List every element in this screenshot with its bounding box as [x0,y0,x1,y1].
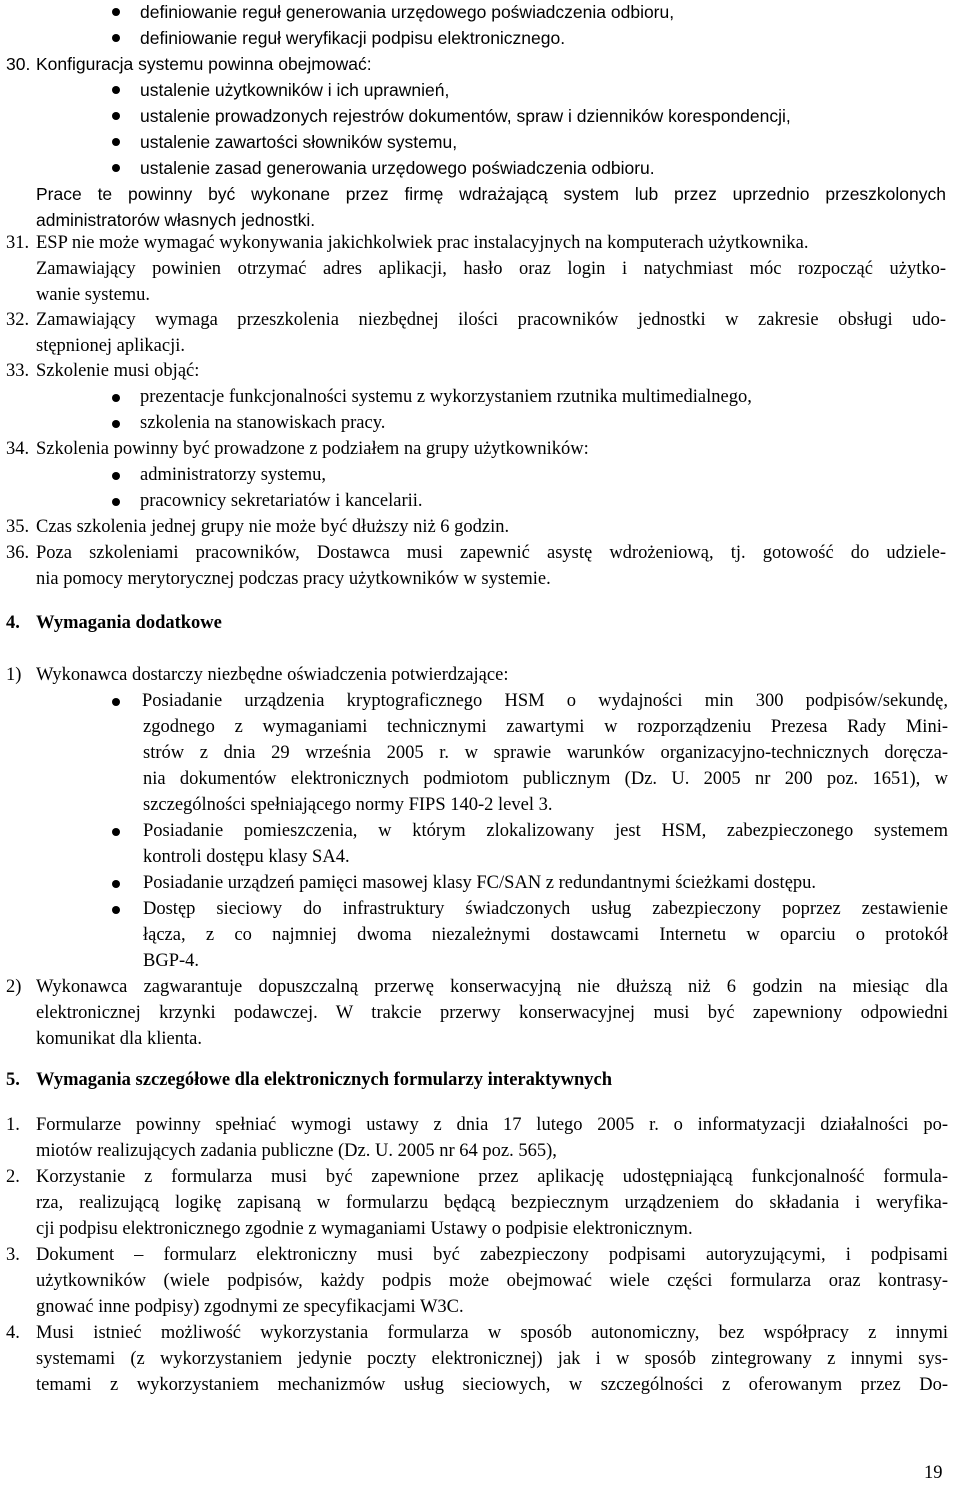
bullet [112,34,120,42]
paragraph-line [36,256,946,282]
justified-text: Zamawiający wymaga przeszkolenia niezbędnej ilości pracowników jednostki w zakresie obsługi udo- [36,310,946,330]
paragraph-line [36,1190,948,1216]
paragraph-line [36,1000,948,1026]
item-number: 34. [6,439,30,459]
justified-text: Korzystanie z formularza musi być zapewnione przez aplikację udostępniającą funkcjonalność formula- [36,1167,948,1187]
section-number: 5. [6,1070,20,1090]
justified-text: użytkowników (wiele podpisów, każdy podpis może obejmować wiele części formularza oraz kontrasy- [36,1271,948,1291]
list-item: ustalenie zawartości słowników systemu, [140,132,458,152]
item-number: 1) [6,665,22,685]
paragraph-line [36,540,946,566]
justified-text: Dostęp sieciowy do infrastruktury świadczonych usług zabezpieczony poprzez zestawienie [143,899,948,919]
paragraph-line: Konfiguracja systemu powinna obejmować: [36,54,372,74]
justified-text: Dokument – formularz elektroniczny musi być zabezpieczony podpisami autoryzującymi, i podpisami [36,1245,948,1265]
section-title: Wymagania dodatkowe [36,613,222,633]
justified-text: Musi istnieć możliwość wykorzystania formularza w sposób autonomiczny, bez współpracy z innymi [36,1323,948,1343]
bullet [112,880,120,888]
justified-text: łącza, z co najmniej dwoma niezależnymi dostawcami Internetu w oparciu o protokół [143,925,948,945]
paragraph-line: miotów realizujących zadania publiczne (Dz. U. 2005 nr 64 poz. 565), [36,1141,557,1161]
bullet [112,164,120,172]
list-item [143,714,948,740]
justified-text: strów z dnia 29 września 2005 r. w sprawie warunków organizacyjno-technicznych doręcza- [143,743,948,763]
item-number: 2) [6,977,22,997]
bullet [112,112,120,120]
item-number: 2. [6,1167,20,1187]
list-item: szczególności spełniającego normy FIPS 140-2 level 3. [143,795,553,815]
list-item [142,688,948,714]
list-item: ustalenie zasad generowania urzędowego poświadczenia odbioru. [140,158,655,178]
paragraph-line [36,1112,948,1138]
paragraph-line: Czas szkolenia jednej grupy nie może być dłuższy niż 6 godzin. [36,517,510,537]
bullet [112,498,120,506]
list-item: prezentacje funkcjonalności systemu z wykorzystaniem rzutnika multimedialnego, [140,387,752,407]
list-item: ustalenie użytkowników i ich uprawnień, [140,80,450,100]
paragraph-line [36,307,946,333]
paragraph-line: Wykonawca dostarczy niezbędne oświadczenia potwierdzające: [36,665,509,685]
list-item [143,896,948,922]
bullet [112,86,120,94]
list-item: pracownicy sekretariatów i kancelarii. [140,491,423,511]
bullet [112,8,120,16]
page-number: 19 [924,1463,943,1483]
justified-text: Wykonawca zagwarantuje dopuszczalną przerwę konserwacyjną nie dłuższą niż 6 godzin na miesiąc dla [36,977,948,997]
item-number: 35. [6,517,30,537]
justified-text: rza, realizującą logikę zapisaną w formularzu będącą bezpiecznym urządzeniem do składania i weryfika- [36,1193,948,1213]
paragraph-line: wanie systemu. [36,285,151,305]
justified-text: Zamawiający powinien otrzymać adres aplikacji, hasło oraz login i natychmiast móc rozpocząć użytko- [36,259,946,279]
bullet [112,698,120,706]
list-item: definiowanie reguł generowania urzędowego poświadczenia odbioru, [140,2,675,22]
item-number: 33. [6,361,30,381]
bullet [112,472,120,480]
paragraph-line [36,1320,948,1346]
paragraph-line: ESP nie może wymagać wykonywania jakichkolwiek prac instalacyjnych na komputerach użytkownika. [36,233,809,253]
item-number: 31. [6,233,30,253]
justified-text: Poza szkoleniami pracowników, Dostawca musi zapewnić asystę wdrożeniową, tj. gotowość do udziele- [36,543,946,563]
bullet [112,394,120,402]
justified-text: nia dokumentów elektronicznych podmiotom publicznym (Dz. U. 2005 nr 200 poz. 1651), w [143,769,948,789]
paragraph-line: Szkolenie musi objąć: [36,361,200,381]
justified-text: Prace te powinny być wykonane przez firmę wdrażającą system lub przez uprzednio przeszkolonych [36,184,946,204]
paragraph-line: gnować inne podpisy) zgodnymi ze specyfikacjami W3C. [36,1297,464,1317]
item-number: 36. [6,543,30,563]
paragraph-line [36,1164,948,1190]
bullet [112,138,120,146]
paragraph-line: Szkolenia powinny być prowadzone z podziałem na grupy użytkowników: [36,439,589,459]
paragraph-line [36,1346,948,1372]
section-title: Wymagania szczegółowe dla elektronicznych formularzy interaktywnych [36,1070,612,1090]
paragraph-line [36,1268,948,1294]
bullet [112,828,120,836]
paragraph-line [36,1372,948,1398]
justified-text: elektronicznej krzynki podawczej. W trakcie przerwy konserwacyjnej musi być zapewniony odpowiedni [36,1003,948,1023]
list-item: Posiadanie urządzeń pamięci masowej klasy FC/SAN z redundantnymi ścieżkami dostępu. [143,873,817,893]
justified-text: zgodnego z wymaganiami technicznymi zawartymi w rozporządzeniu Prezesa Rady Mini- [143,717,948,737]
paragraph-line: komunikat dla klienta. [36,1029,202,1049]
item-number: 1. [6,1115,20,1135]
paragraph-line: stępnionej aplikacji. [36,336,185,356]
list-item: BGP-4. [143,951,200,971]
item-number: 32. [6,310,30,330]
list-item: definiowanie reguł weryfikacji podpisu elektronicznego. [140,28,566,48]
paragraph-line [36,974,948,1000]
list-item [143,922,948,948]
list-item: ustalenie prowadzonych rejestrów dokumentów, spraw i dzienników korespondencji, [140,106,791,126]
list-item: szkolenia na stanowiskach pracy. [140,413,386,433]
paragraph-line [36,181,946,207]
list-item: administratorzy systemu, [140,465,326,485]
justified-text: Posiadanie pomieszczenia, w którym zlokalizowany jest HSM, zabezpieczonego systemem [143,821,948,841]
list-item: kontroli dostępu klasy SA4. [143,847,350,867]
paragraph-line: nia pomocy merytorycznej podczas pracy użytkowników w systemie. [36,569,551,589]
section-number: 4. [6,613,20,633]
justified-text: systemami (z wykorzystaniem jedynie poczty elektronicznej) jak i w sposób zintegrowany z innymi sys- [36,1349,948,1369]
item-number: 3. [6,1245,20,1265]
bullet [112,906,120,914]
paragraph-line: administratorów własnych jednostki. [36,210,316,230]
paragraph-line [36,1242,948,1268]
justified-text: Posiadanie urządzenia kryptograficznego HSM o wydajności min 300 podpisów/sekundę, [142,691,948,711]
list-item [143,766,948,792]
bullet [112,420,120,428]
justified-text: Formularze powinny spełniać wymogi ustawy z dnia 17 lutego 2005 r. o informatyzacji działalności po- [36,1115,948,1135]
paragraph-line: cji podpisu elektronicznego zgodnie z wymaganiami Ustawy o podpisie elektronicznym. [36,1219,693,1239]
list-item [143,740,948,766]
list-item [143,818,948,844]
item-number: 30. [6,54,31,74]
justified-text: temami z wykorzystaniem mechanizmów usług sieciowych, w szczególności z oferowanym przez Do- [36,1375,948,1395]
item-number: 4. [6,1323,20,1343]
